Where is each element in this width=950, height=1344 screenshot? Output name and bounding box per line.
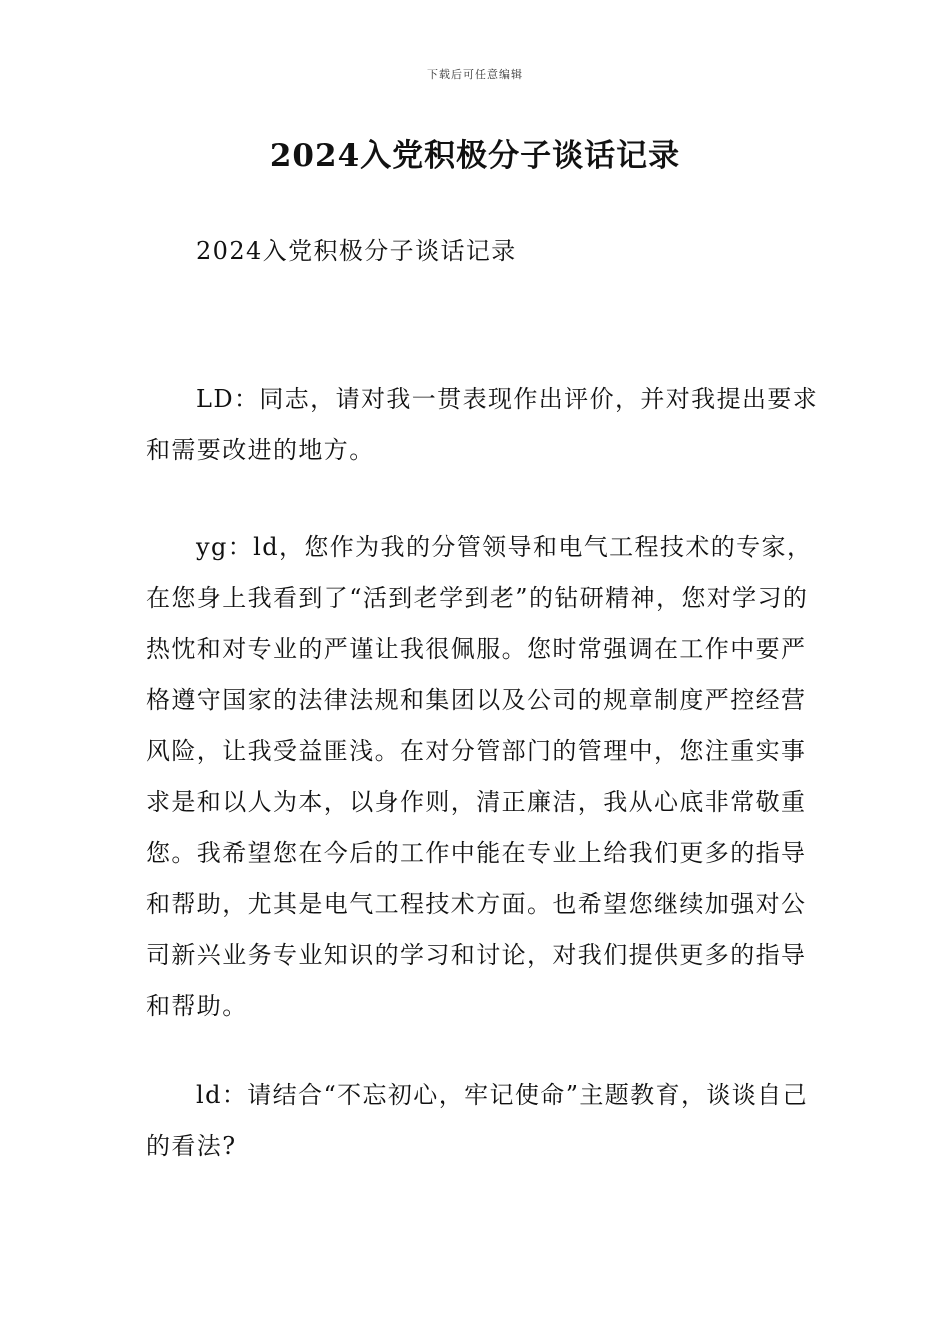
dialogue-paragraph-ld-followup: ld：请结合“不忘初心，牢记使命”主题教育，谈谈自己的看法? xyxy=(146,1081,808,1160)
dialogue-paragraph-ld-question: LD：同志，请对我一贯表现作出评价，并对我提出要求和需要改进的地方。 xyxy=(146,385,819,464)
document-title: 2024入党积极分子谈话记录 xyxy=(269,138,681,174)
subtitle-paragraph: 2024入党积极分子谈话记录 xyxy=(196,237,517,265)
dialogue-paragraph-yg-answer: yg：ld，您作为我的分管领导和电气工程技术的专家，在您身上我看到了“活到老学到老”的钻研精神，您对学习的热忱和对专业的严谨让我很佩服。您时常强调在工作中要严格遵守国家的法律法规和集团以及公司的规章制度严控经营风险，让我受益匪浅。在对分管部门的管理中，您注重实事求是和以人为本，以身作则，清正廉洁，我从心底非常敬重您。我希望您在今后的工作中能在专业上给我们更多的指导和帮助，尤其是电气工程技术方面。也希望您继续加强对公司新兴业务专业知识的学习和讨论，对我们提供更多的指导和帮助。 xyxy=(146,533,813,1020)
header-note: 下载后可任意编辑 xyxy=(427,68,523,81)
